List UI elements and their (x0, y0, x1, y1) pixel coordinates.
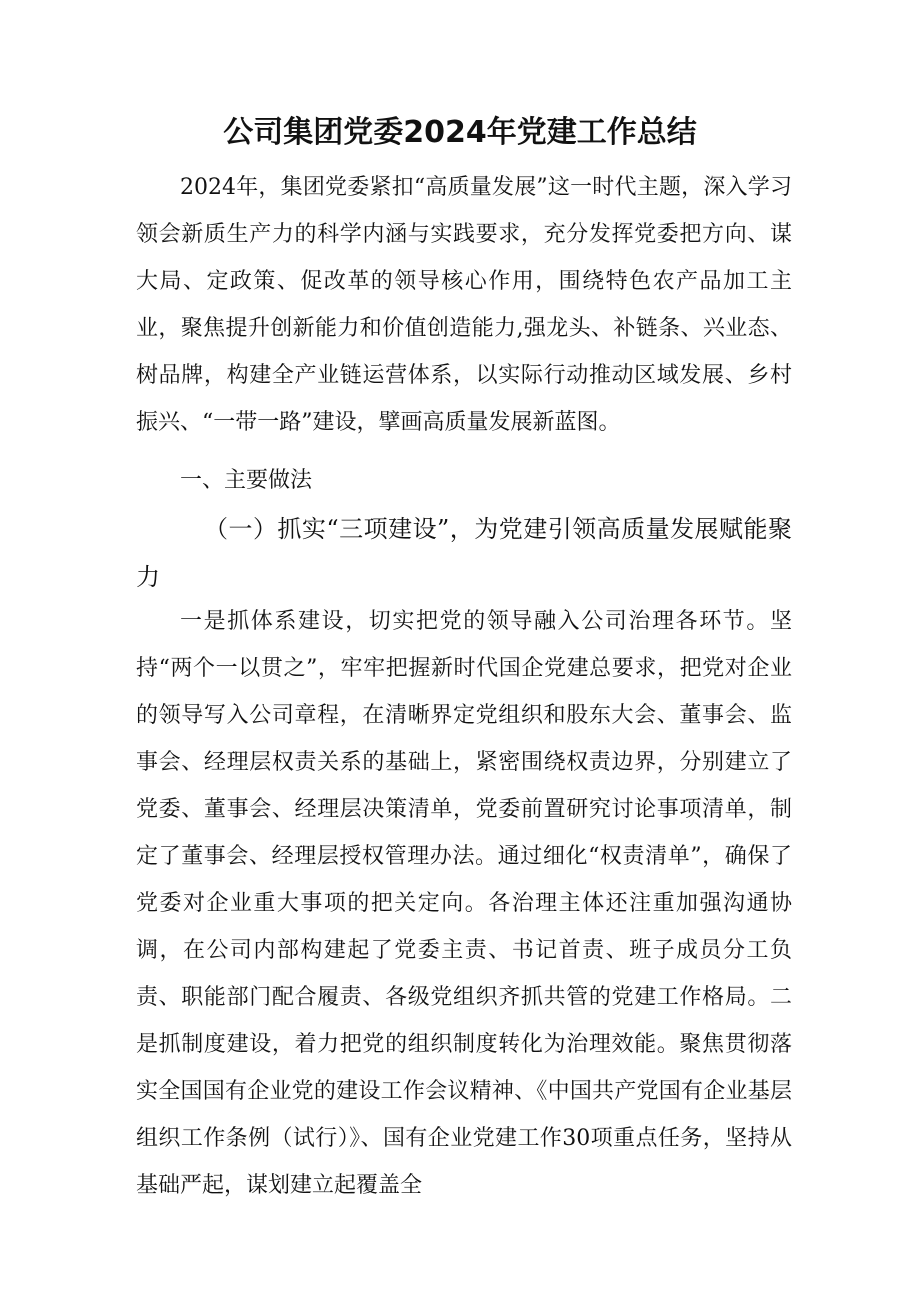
body-paragraph: 一是抓体系建设，切实把党的领导融入公司治理各环节。坚持“两个一以贯之”，牢牢把握新时代国企党建总要求，把党对企业的领导写入公司章程，在清晰界定党组织和股东大会、董事会、监事会、经理层权责关系的基础上，紧密围绕权责边界，分别建立了党委、董事会、经理层决策清单，党委前置研究讨论事项清单，制定了董事会、经理层授权管理办法。通过细化“权责清单”，确保了党委对企业重大事项的把关定向。各治理主体还注重加强沟通协调，在公司内部构建起了党委主责、书记首责、班子成员分工负责、职能部门配合履责、各级党组织齐抓共管的党建工作格局。二是抓制度建设，着力把党的组织制度转化为治理效能。聚焦贯彻落实全国国有企业党的建设工作会议精神、《中国共产党国有企业基层组织工作条例（试行）》、国有企业党建工作30项重点任务，坚持从基础严起，谋划建立起覆盖全 (136, 609, 792, 1198)
intro-paragraph: 2024年，集团党委紧扣“高质量发展”这一时代主题，深入学习领会新质生产力的科学内涵与实践要求，充分发挥党委把方向、谋大局、定政策、促改革的领导核心作用，围绕特色农产品加工主业，聚焦提升创新能力和价值创造能力,强龙头、补链条、兴业态、树品牌，构建全产业链运营体系，以实际行动推动区域发展、乡村振兴、“一带一路”建设，擘画高质量发展新蓝图。 (136, 175, 792, 435)
document-title: 公司集团党委2024年党建工作总结 (223, 115, 697, 150)
section-heading: 一、主要做法 (180, 468, 313, 493)
subsection-heading: （一）抓实“三项建设”，为党建引领高质量发展赋能聚力 (136, 515, 792, 591)
